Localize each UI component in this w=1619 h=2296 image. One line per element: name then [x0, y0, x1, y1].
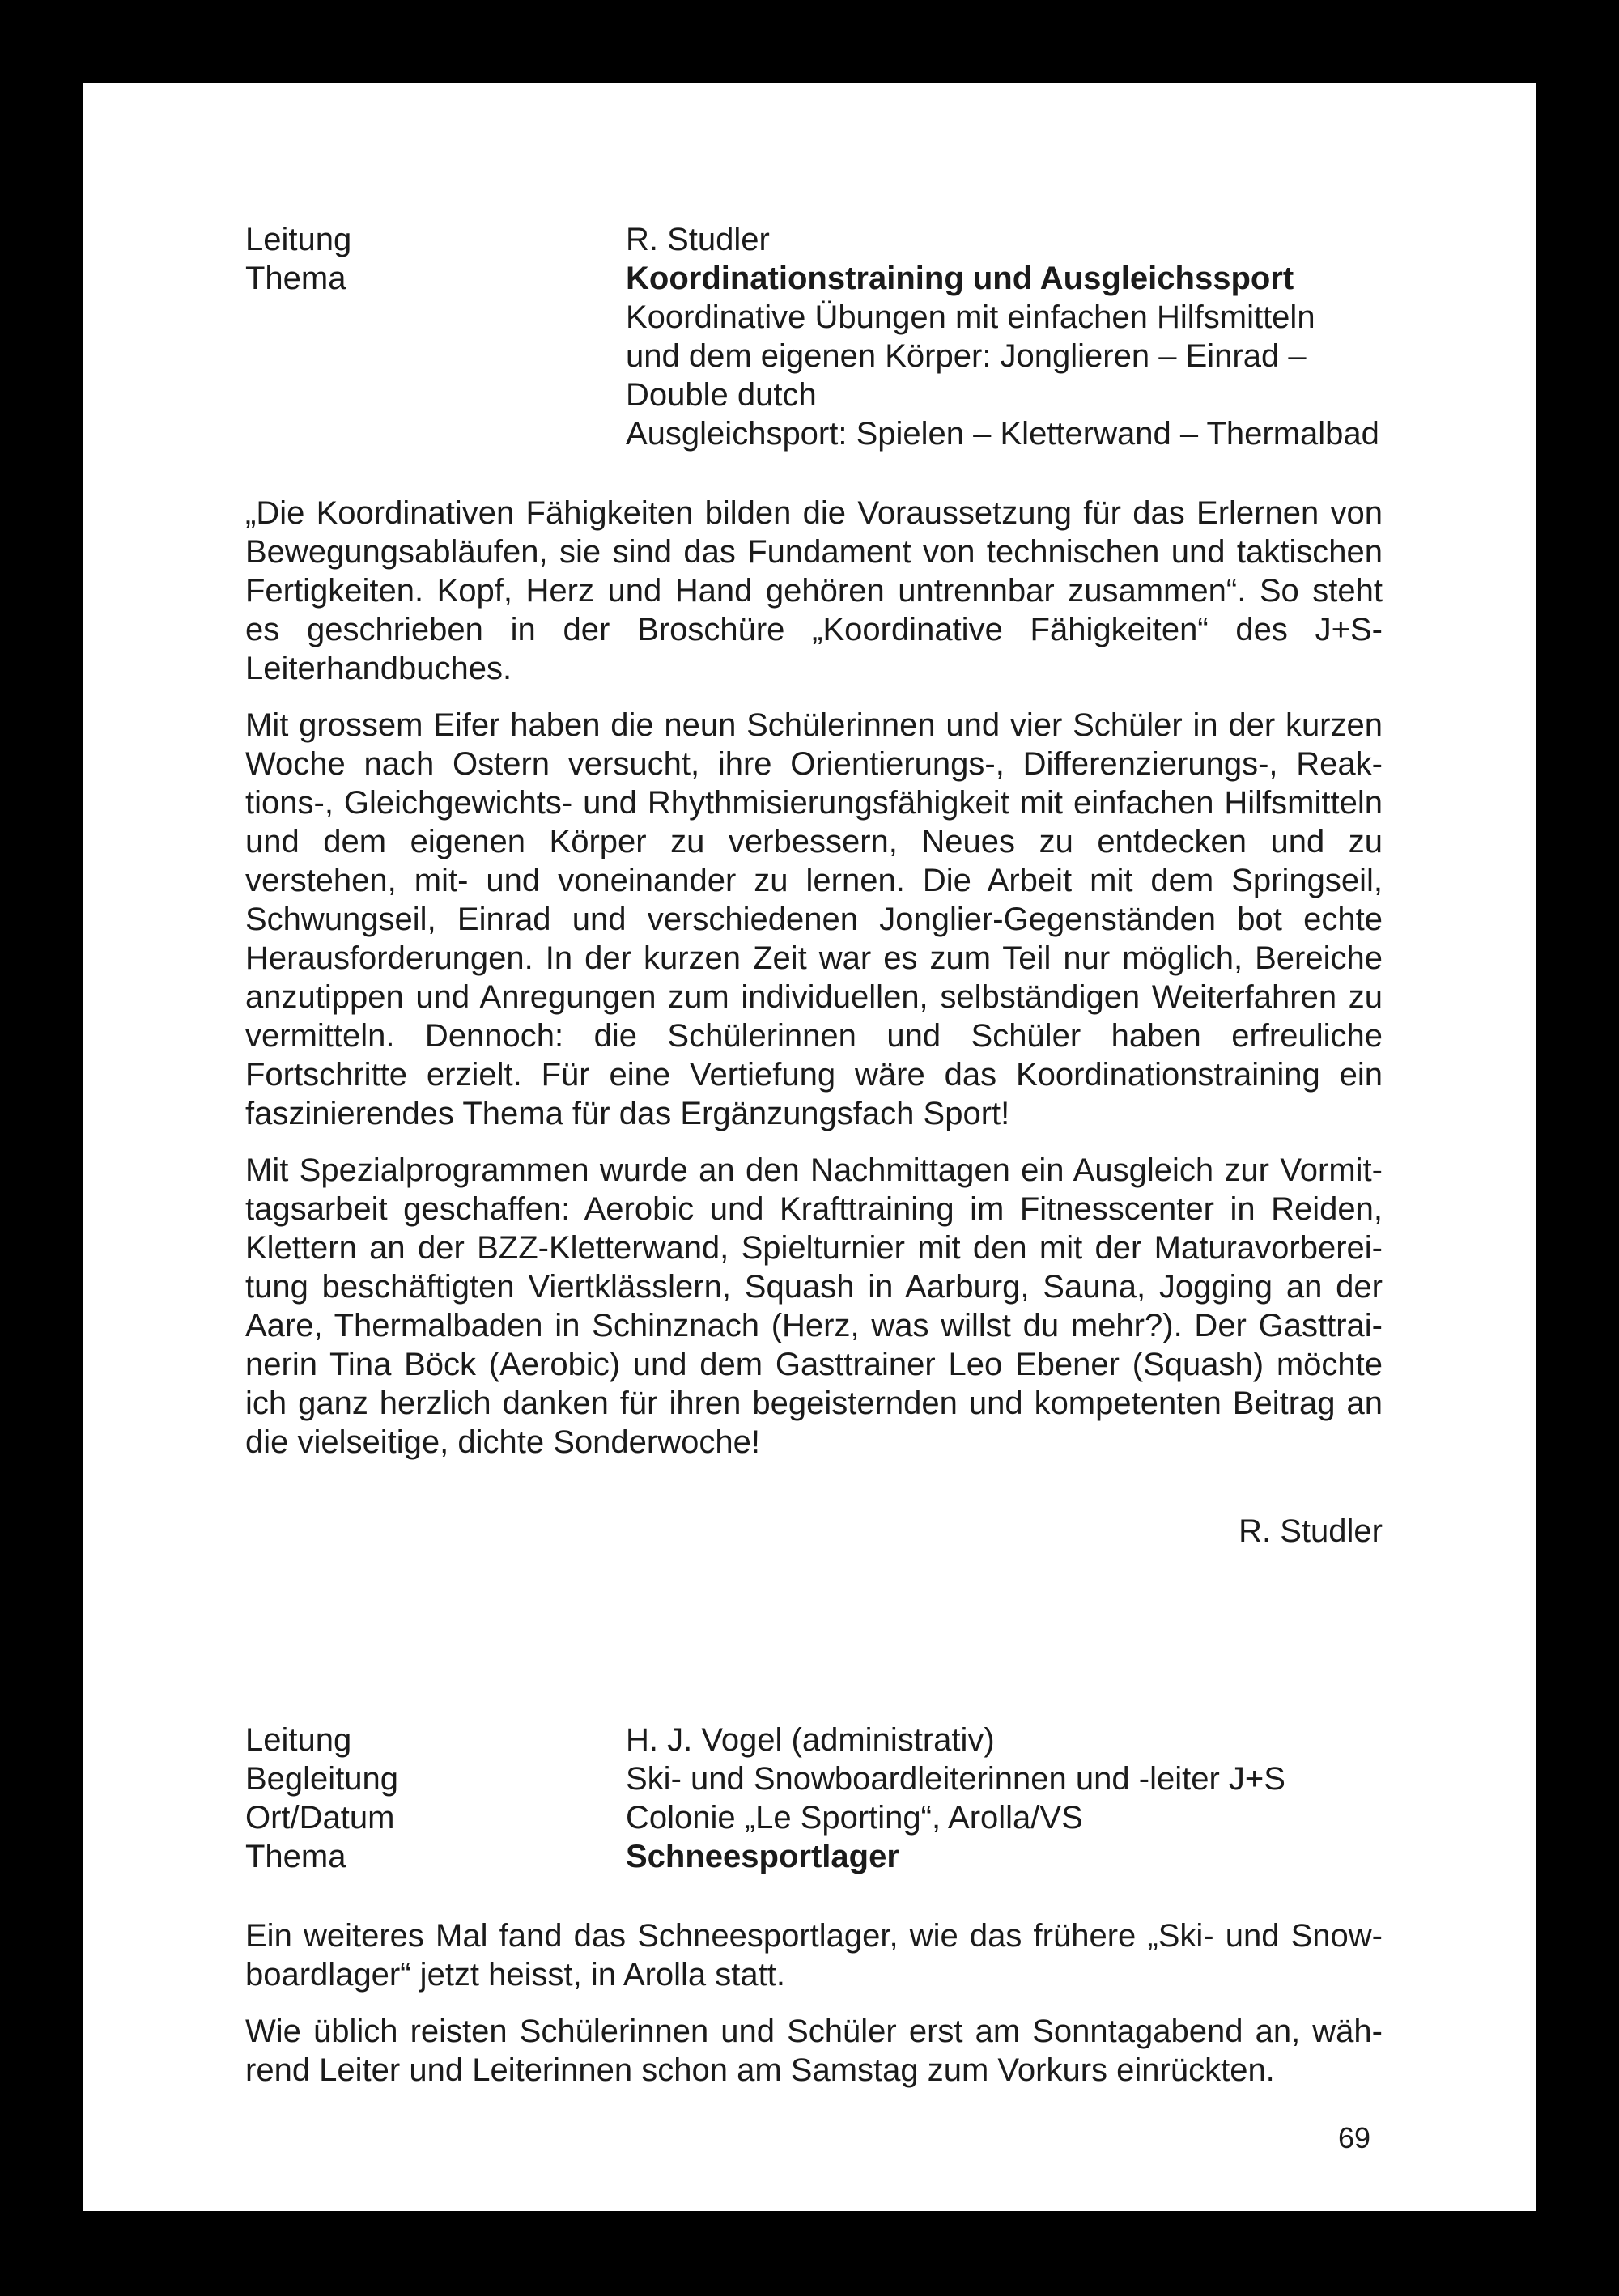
course-info-koordination	[245, 220, 1383, 453]
info-value-thema-title: Schneesportlager	[626, 1839, 899, 1874]
paragraph-schneesport-intro: Ein weiteres Mal fand das Schneesportlager, wie das frühere „Ski- und Snowboardlager“ jetzt heisst, in Arolla statt.	[245, 1918, 1383, 1993]
thema-detail-line: Koordinative Übungen mit einfachen Hilfsmitteln	[626, 299, 1315, 335]
page-content	[245, 220, 1383, 2090]
info-label-thema: Thema	[245, 1839, 346, 1874]
thema-detail-line: Double dutch	[626, 377, 817, 413]
info-label-leitung: Leitung	[245, 222, 352, 257]
info-label-thema: Thema	[245, 261, 346, 296]
info-label-begleitung: Begleitung	[245, 1761, 399, 1797]
document-page	[83, 83, 1536, 2211]
thema-detail-line: Ausgleichsport: Spielen – Kletterwand – Thermalbad	[626, 416, 1379, 452]
paragraph-schneesport-arrival: Wie üblich reisten Schülerinnen und Schüler erst am Sonntagabend an, während Leiter und Leiterinnen schon am Samstag zum Vorkurs einrückten.	[245, 2014, 1383, 2088]
paragraph-afternoon-program: Mit Spezialprogrammen wurde an den Nachmittagen ein Ausgleich zur Vormittagsarbeit geschaffen: Aerobic und Krafttraining im Fitnesscenter in Reiden, Klettern an der BZZ-Kletterwand, Spielturnier mit den mit der Maturavorbereitung beschäftigten Viertklässlern, Squash in Aarburg, Sauna, Jogging an der Aare, Thermalbaden in Schinznach (Herz, was willst du mehr?). Der Gasttrainerin Tina Böck (Aerobic) und dem Gasttrainer Leo Ebener (Squash) möchte ich ganz herzlich danken für ihren begeisternden und kompetenten Beitrag an die vielseitige, dichte Sonderwoche!	[245, 1152, 1383, 1460]
info-value-ort-datum: Colonie „Le Sporting“, Arolla/VS	[626, 1800, 1083, 1836]
thema-detail-line: und dem eigenen Körper: Jonglieren – Einrad –	[626, 338, 1307, 374]
thema-details	[626, 298, 1383, 453]
info-label-leitung: Leitung	[245, 1722, 352, 1758]
signature: R. Studler	[1239, 1513, 1383, 1549]
info-value-thema-title: Koordinationstraining und Ausgleichssport	[626, 261, 1294, 296]
info-value-leitung: R. Studler	[626, 222, 770, 257]
paragraph-week-report: Mit grossem Eifer haben die neun Schülerinnen und vier Schüler in der kurzen Woche nach Ostern versucht, ihre Orientierungs-, Differenzierungs-, Reaktions-, Gleichgewichts- und Rhythmisierungsfähigkeit mit einfachen Hilfsmitteln und dem eigenen Körper zu verbessern, Neues zu entdecken und zu verstehen, mit- und voneinander zu lernen. Die Arbeit mit dem Springseil, Schwungseil, Einrad und verschiedenen Jonglier-Gegenständen bot echte Herausforderungen. In der kurzen Zeit war es zum Teil nur möglich, Bereiche anzutippen und Anregungen zum individuellen, selbständigen Weiterfahren zu vermitteln. Dennoch: die Schülerinnen und Schüler haben erfreuliche Fortschritte erzielt. Für eine Vertiefung wäre das Koordinationstraining ein faszinierendes Thema für das Ergänzungsfach Sport!	[245, 707, 1383, 1131]
course-info-schneesport	[245, 1721, 1383, 1876]
info-value-begleitung: Ski- und Snowboardleiterinnen und -leiter J+S	[626, 1761, 1285, 1797]
paragraph-quote: „Die Koordinativen Fähigkeiten bilden die Voraussetzung für das Erlernen von Bewegungsabläufen, sie sind das Fundament von technischen und taktischen Fertigkeiten. Kopf, Herz und Hand gehören untrennbar zusammen“. So steht es geschrieben in der Broschüre „Koordinative Fähigkeiten“ des J+S-Leiterhandbuches.	[245, 495, 1383, 686]
info-value-leitung: H. J. Vogel (administrativ)	[626, 1722, 995, 1758]
info-label-ort-datum: Ort/Datum	[245, 1800, 395, 1836]
page-number: 69	[1337, 2121, 1370, 2154]
